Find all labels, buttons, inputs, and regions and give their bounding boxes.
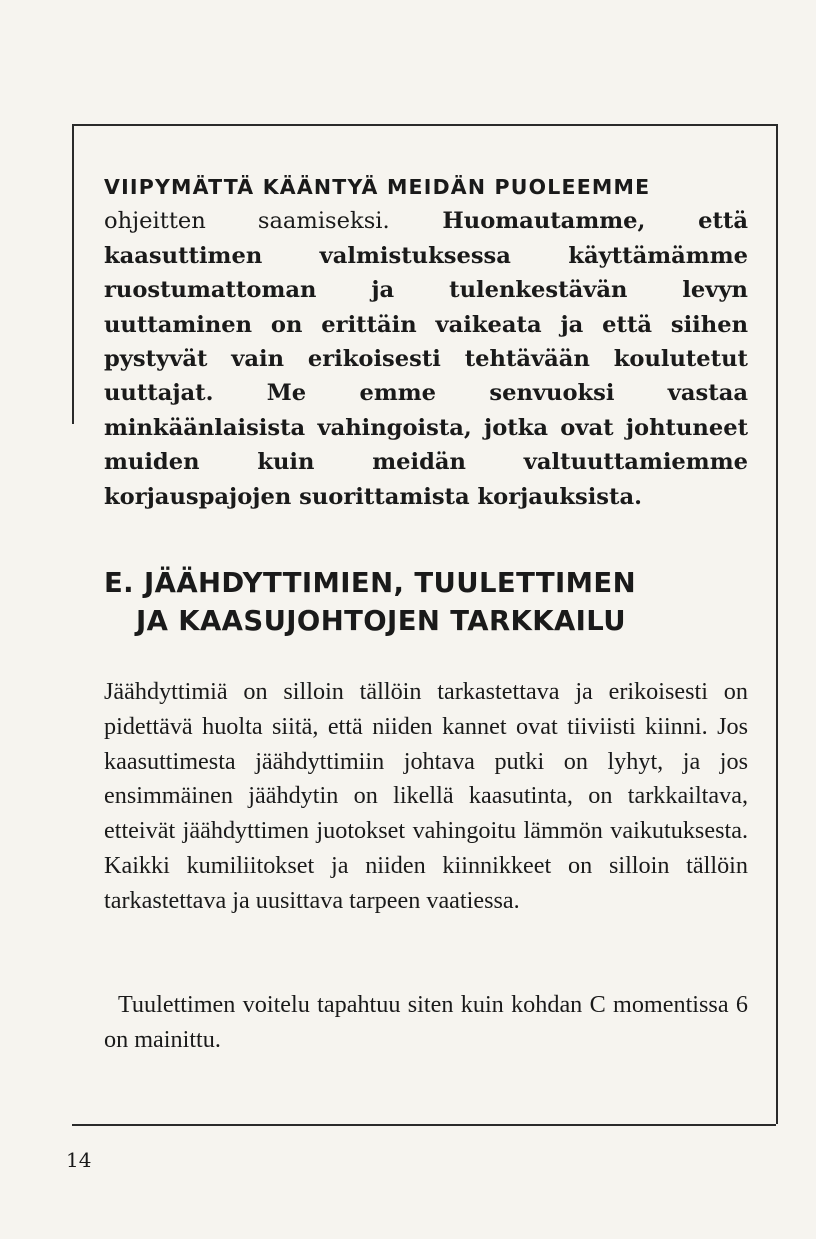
paragraph-plain-lead: ohjeitten saamiseksi. — [104, 208, 390, 235]
paragraph-body: Huomautamme, että kaasuttimen valmistuksessa käyttämämme ruostumattoman ja tulenkestävän levyn uuttaminen on erittäin vaikeata ja että siihen pystyvät vain erikoisesti tehtävään koulutetut uuttajat. Me emme senvuoksi vastaa minkäänlaisista vahingoista, jotka ovat johtuneet muiden kuin meidän valtuuttamiemme korjauspajojen suorittamista korjauksista. — [104, 208, 748, 510]
frame-left-rule — [72, 124, 74, 424]
paragraph-fan: Tuulettimen voitelu tapahtuu siten kuin kohdan C momentissa 6 on mainittu. — [104, 991, 748, 1053]
section-heading-line1: E. JÄÄHDYTTIMIEN, TUULETTIMEN — [104, 567, 637, 599]
frame-bottom-rule — [72, 1124, 776, 1126]
section-heading-line2: JA KAASUJOHTOJEN TARKKAILU — [136, 605, 626, 637]
page-number: 14 — [66, 1148, 92, 1172]
paragraph-warranty — [104, 170, 748, 514]
paragraph-caps-lead: VIIPYMÄTTÄ KÄÄNTYÄ MEIDÄN PUOLEEMME — [104, 175, 651, 199]
frame-top-rule — [72, 124, 776, 126]
section-heading — [104, 564, 764, 640]
frame-right-rule — [776, 124, 778, 1124]
page-content — [104, 170, 748, 1053]
paragraph-radiators: Jäähdyttimiä on silloin tällöin tarkastettava ja erikoisesti on pidettävä huolta siitä, että niiden kannet ovat tiiviisti kiinni. Jos kaasuttimesta jäähdyttimiin johtava putki on lyhyt, ja jos ensimmäinen jäähdytin on likellä kaasutinta, on tarkkailtava, etteivät jäähdyttimen juotokset vahingoitu lämmön vaikutuksesta. Kaikki kumiliitokset ja niiden kiinnikkeet on silloin tällöin tarkastettava ja uusittava tarpeen vaatiessa. — [104, 678, 748, 914]
